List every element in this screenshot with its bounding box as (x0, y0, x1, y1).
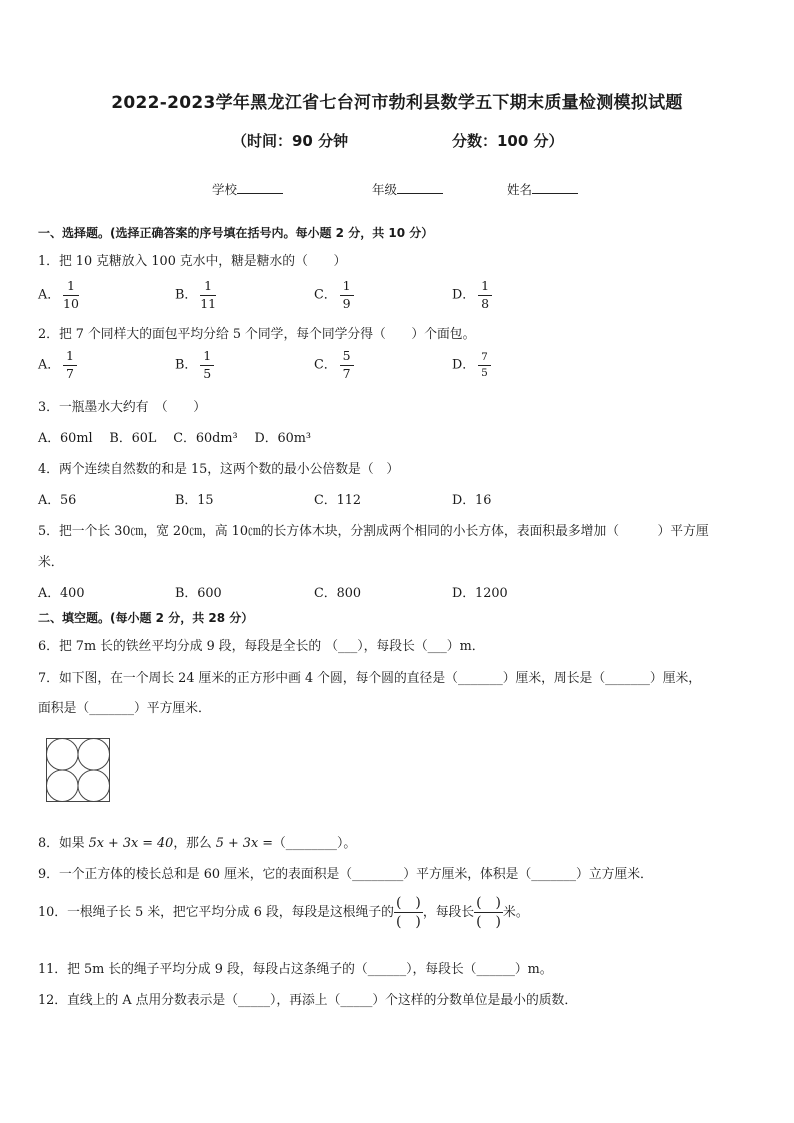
grade-blank[interactable] (397, 181, 443, 194)
q4-option-b[interactable]: B．15 (175, 493, 214, 508)
school-field[interactable] (212, 180, 283, 198)
question-11[interactable]: 11．把 5m 长的绳子平均分成 9 段，每段占这条绳子的（______），每段长（______）m。 (38, 962, 553, 977)
question-9[interactable]: 9．一个正方体的棱长总和是 60 厘米，它的表面积是（________）平方厘米，体积是（_______）立方厘米． (38, 867, 653, 882)
q8-answer-blank[interactable]: （________）。 (272, 836, 357, 851)
question-4: 4．两个连续自然数的和是 15，这两个数的最小公倍数是（ ） (38, 462, 400, 477)
q1-option-d[interactable]: D． $\frac{1}{8}$ (452, 280, 492, 310)
q10-fraction-blank-1[interactable]: $\frac{( )}{( )}$ (395, 895, 421, 930)
q1-option-c[interactable]: C． $\frac{1}{9}$ (314, 280, 354, 310)
name-field[interactable] (507, 180, 578, 198)
question-3: 3．一瓶墨水大约有 （ ） (38, 400, 207, 415)
q1-option-b[interactable]: B． $\frac{1}{11}$ (175, 278, 217, 311)
question-6[interactable]: 6．把 7m 长的铁丝平均分成 9 段，每段是全长的 （___），每段长（___）m． (38, 639, 485, 654)
grade-label: 年级 (372, 182, 398, 197)
q10-fraction-blank-2[interactable]: $\frac{( )}{( )}$ (476, 895, 502, 930)
question-2: 2．把 7 个同样大的面包平均分给 5 个同学，每个同学分得（ ）个面包。 (38, 327, 476, 342)
section-choice-heading: 一、选择题。(选择正确答案的序号填在括号内。每小题 2 分，共 10 分） (38, 226, 434, 240)
section-fill-heading: 二、填空题。(每小题 2 分，共 28 分） (38, 611, 254, 625)
figure-circle-2 (78, 739, 110, 771)
q3-options[interactable]: A．60ml B．60L C．60dm³ D．60m³ (38, 431, 312, 446)
q2-option-c[interactable]: C． $\frac{5}{7}$ (314, 350, 354, 380)
q4-option-d[interactable]: D．16 (452, 493, 492, 508)
q4-option-a[interactable]: A．56 (38, 493, 77, 508)
figure-circle-1 (47, 739, 79, 771)
q8-equation-2: 5 + 3x = (215, 836, 273, 851)
q2-option-a[interactable]: A． $\frac{1}{7}$ (38, 350, 77, 380)
question-8[interactable]: 8．如果 5x + 3x = 40，那么 5 + 3x =（________）。 (38, 836, 357, 851)
question-5-cont: 米． (38, 555, 64, 570)
q5-option-b[interactable]: B．600 (175, 586, 222, 601)
figure-square (47, 739, 110, 802)
figure-circle-4 (78, 770, 110, 802)
q5-option-a[interactable]: A．400 (38, 586, 85, 601)
name-blank[interactable] (532, 181, 578, 194)
page-title: 2022-2023学年黑龙江省七台河市勃利县数学五下期末质量检测模拟试题 (111, 93, 683, 113)
exam-score: 分数：100 分） (452, 132, 564, 150)
question-12[interactable]: 12．直线上的 A 点用分数表示是（_____），再添上（_____）个这样的分数单位是最小的质数． (38, 993, 578, 1008)
grade-field[interactable] (372, 180, 443, 198)
question-7-cont[interactable]: 面积是（_______）平方厘米． (38, 701, 211, 716)
question-5: 5．把一个长 30㎝，宽 20㎝，高 10㎝的长方体木块，分割成两个相同的小长方体，表面积最多增加（ ）平方厘 (38, 524, 709, 539)
q2-option-b[interactable]: B． $\frac{1}{5}$ (175, 350, 214, 380)
square-four-circles-figure (46, 738, 110, 802)
q5-option-c[interactable]: C．800 (314, 586, 362, 601)
question-7[interactable]: 7．如下图，在一个周长 24 厘米的正方形中画 4 个圆，每个圆的直径是（_______）厘米，周长是（_______）厘米， (38, 671, 702, 686)
q5-option-d[interactable]: D．1200 (452, 586, 508, 601)
school-blank[interactable] (237, 181, 283, 194)
exam-time: （时间：90 分钟 (232, 132, 349, 150)
q2-option-d[interactable]: D． $\frac{7}{5}$ (452, 352, 491, 378)
question-1: 1．把 10 克糖放入 100 克水中，糖是糖水的（ ） (38, 254, 347, 269)
q1-option-a[interactable]: A． $\frac{1}{10}$ (38, 278, 79, 311)
figure-circle-3 (47, 770, 79, 802)
q8-equation-1: 5x + 3x = 40 (88, 836, 174, 851)
school-label: 学校 (212, 182, 238, 197)
name-label: 姓名 (507, 182, 533, 197)
question-10[interactable]: 10．一根绳子长 5 米，把它平均分成 6 段，每段是这根绳子的 $\frac{( )}{( )}$ ，每段长 $\frac{( )}{( )}$ 米。 (38, 895, 529, 930)
q4-option-c[interactable]: C．112 (314, 493, 362, 508)
